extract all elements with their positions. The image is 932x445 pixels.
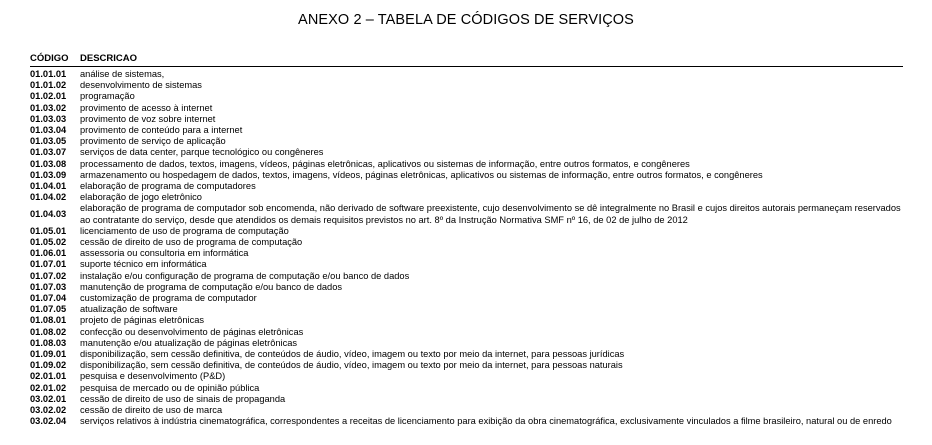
service-description: provimento de voz sobre internet	[80, 113, 216, 124]
table-row	[30, 170, 903, 181]
service-code: 01.08.02	[30, 326, 67, 337]
table-row	[30, 371, 903, 382]
service-description: elaboração de jogo eletrônico	[80, 192, 202, 203]
service-description: assessoria ou consultoria em informática	[80, 248, 249, 259]
service-code: 01.01.02	[30, 80, 67, 91]
table-row	[30, 360, 903, 371]
table-row	[30, 181, 903, 192]
service-code: 01.03.04	[30, 125, 67, 136]
services-table	[30, 52, 903, 428]
service-description: processamento de dados, textos, imagens, vídeos, páginas eletrônicas, aplicativos ou sistemas de informação, entre outros formatos, e congêneres	[80, 158, 690, 169]
service-description: manutenção e/ou atualização de páginas eletrônicas	[80, 337, 298, 348]
table-row	[30, 159, 903, 170]
service-description: armazenamento ou hospedagem de dados, textos, imagens, vídeos, páginas eletrônicas, aplicativos ou sistemas de informação, entre outros formatos, e congêneres	[80, 169, 763, 180]
service-description: disponibilização, sem cessão definitiva, de conteúdos de áudio, vídeo, imagem ou texto por meio da internet, para pessoas naturais	[80, 360, 623, 371]
service-description: cessão de direito de uso de sinais de propaganda	[80, 393, 286, 404]
table-row	[30, 125, 903, 136]
service-code: 01.03.07	[30, 147, 67, 158]
service-code: 01.08.03	[30, 337, 67, 348]
table-row	[30, 259, 903, 270]
service-code: 02.01.01	[30, 371, 67, 382]
service-description: desenvolvimento de sistemas	[80, 80, 202, 91]
service-description: instalação e/ou configuração de programa de computação e/ou banco de dados	[80, 270, 410, 281]
service-description: pesquisa de mercado ou de opinião pública	[80, 382, 260, 393]
table-row	[30, 91, 903, 102]
table-row	[30, 338, 903, 349]
table-row	[30, 80, 903, 91]
service-code: 01.06.01	[30, 248, 67, 259]
service-code: 01.03.09	[30, 169, 67, 180]
service-description: confecção ou desenvolvimento de páginas eletrônicas	[80, 326, 304, 337]
table-row	[30, 226, 903, 237]
header-rule	[30, 66, 903, 67]
service-code: 01.04.01	[30, 181, 67, 192]
service-code: 01.04.03	[30, 209, 67, 220]
service-description: manutenção de programa de computação e/ou banco de dados	[80, 281, 343, 292]
table-row	[30, 349, 903, 360]
service-description: licenciamento de uso de programa de computação	[80, 225, 289, 236]
service-code: 01.09.02	[30, 360, 67, 371]
service-code: 03.02.04	[30, 416, 67, 427]
service-code: 03.02.01	[30, 393, 67, 404]
table-row	[30, 103, 903, 114]
table-row	[30, 282, 903, 293]
service-code: 01.05.01	[30, 225, 67, 236]
table-row	[30, 383, 903, 394]
table-row	[30, 136, 903, 147]
table-row	[30, 114, 903, 125]
header-description: DESCRICAO	[80, 53, 138, 64]
service-description: programação	[80, 91, 135, 102]
service-code: 01.07.02	[30, 270, 67, 281]
service-description: cessão de direito de uso de marca	[80, 405, 223, 416]
service-description: serviços relativos à indústria cinematográfica, correspondentes a receitas de licenciamento para exibição da obra cinematográfica, exclusivamente vinculados a filme brasileiro, natural ou de enredo	[80, 416, 892, 427]
service-code: 01.07.05	[30, 304, 67, 315]
service-description: provimento de conteúdo para a internet	[80, 125, 243, 136]
service-description: elaboração de programa de computador sob encomenda, não derivado de software preexistente, cujo desenvolvimento se dê integralmente no Brasil e cujos direitos autorais permaneçam reservados ao contratante do serviço, desde que atendidos os demais requisitos previstos no art. 8º da Instrução Normativa SMF nº 16, de 02 de julho de 2012	[80, 203, 901, 225]
table-row	[30, 69, 903, 80]
service-code: 01.03.05	[30, 136, 67, 147]
service-description: atualização de software	[80, 304, 178, 315]
service-description: provimento de serviço de aplicação	[80, 136, 226, 147]
service-code: 03.02.02	[30, 405, 67, 416]
table-header	[30, 52, 903, 65]
service-description: pesquisa e desenvolvimento (P&D)	[80, 371, 226, 382]
table-row	[30, 293, 903, 304]
service-code: 01.01.01	[30, 69, 67, 79]
service-code: 01.02.01	[30, 91, 67, 102]
service-description: provimento de acesso à internet	[80, 102, 213, 113]
service-code: 01.07.04	[30, 293, 67, 304]
table-row	[30, 147, 903, 158]
table-row	[30, 271, 903, 282]
table-row	[30, 327, 903, 338]
service-code: 01.05.02	[30, 237, 67, 248]
service-code: 01.03.02	[30, 102, 67, 113]
service-code: 01.03.03	[30, 113, 67, 124]
service-description: elaboração de programa de computadores	[80, 181, 256, 192]
table-row	[30, 248, 903, 259]
service-code: 01.09.01	[30, 349, 67, 360]
service-description: serviços de data center, parque tecnológico ou congêneres	[80, 147, 324, 158]
table-row	[30, 203, 903, 225]
service-code: 01.07.01	[30, 259, 67, 270]
table-row	[30, 394, 903, 405]
page-title: ANEXO 2 – TABELA DE CÓDIGOS DE SERVIÇOS	[298, 12, 634, 28]
service-description: projeto de páginas eletrônicas	[80, 315, 205, 326]
service-code: 01.08.01	[30, 315, 67, 326]
header-code: CÓDIGO	[30, 53, 69, 64]
service-description: disponibilização, sem cessão definitiva, de conteúdos de áudio, vídeo, imagem ou texto por meio da internet, para pessoas jurídicas	[80, 349, 625, 360]
service-description: cessão de direito de uso de programa de computação	[80, 237, 303, 248]
service-code: 01.04.02	[30, 192, 67, 203]
service-code: 01.03.08	[30, 158, 67, 169]
service-code: 02.01.02	[30, 382, 67, 393]
table-row	[30, 304, 903, 315]
table-row	[30, 192, 903, 203]
table-row	[30, 237, 903, 248]
table-row	[30, 416, 903, 427]
table-row	[30, 315, 903, 326]
table-row	[30, 405, 903, 416]
service-description: análise de sistemas,	[80, 69, 165, 79]
service-description: customização de programa de computador	[80, 293, 257, 304]
table-body	[30, 69, 903, 428]
service-description: suporte técnico em informática	[80, 259, 207, 270]
service-code: 01.07.03	[30, 281, 67, 292]
